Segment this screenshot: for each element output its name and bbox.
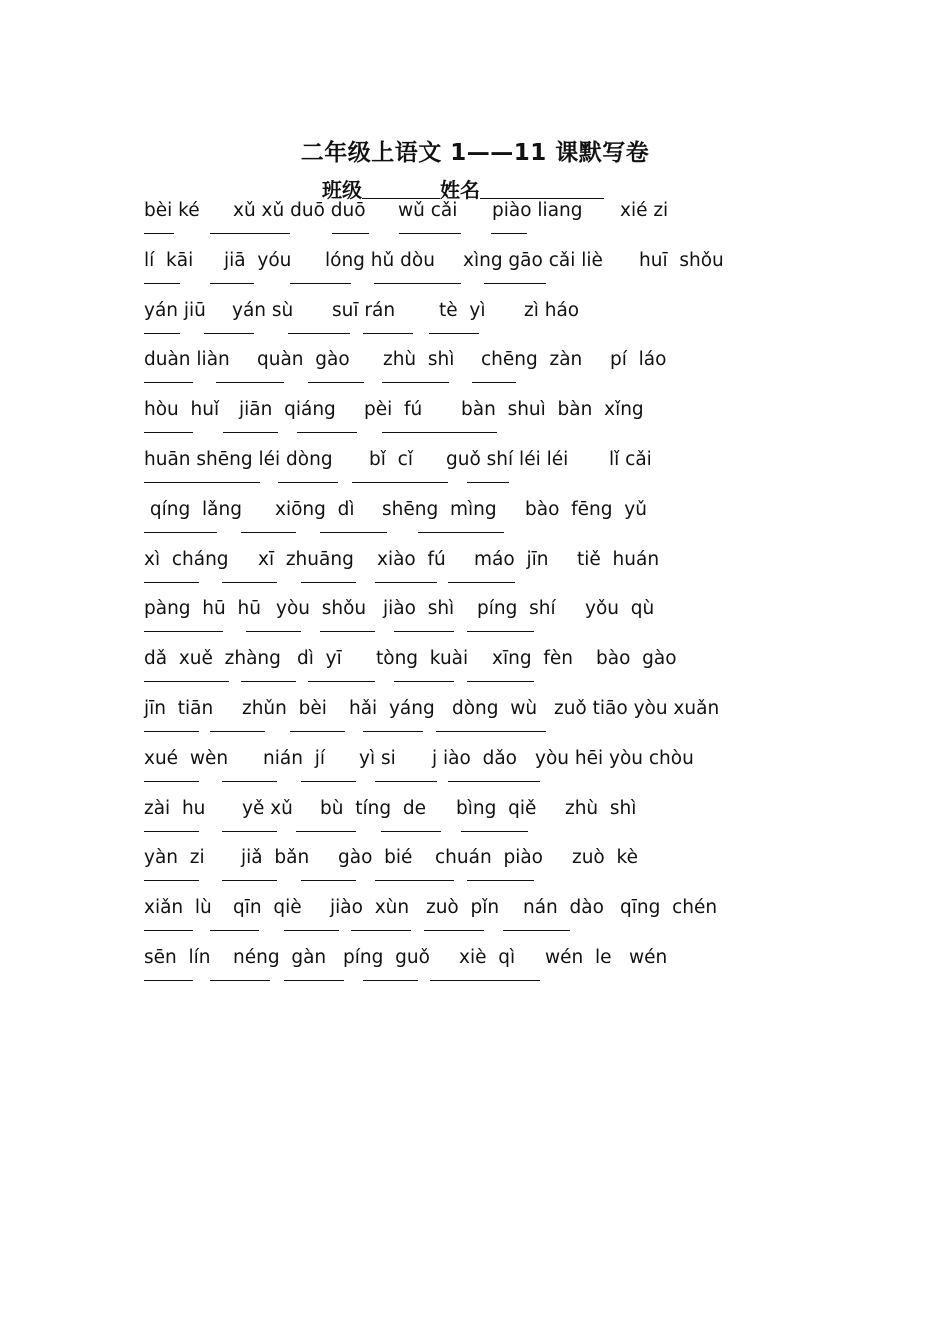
answer-blank[interactable]: [297, 432, 357, 433]
pinyin-prompt: zuò pǐn: [426, 897, 500, 919]
answer-blank[interactable]: [375, 582, 437, 583]
answer-blank[interactable]: [308, 681, 375, 682]
pinyin-prompt: lǐ cǎi: [609, 449, 652, 470]
pinyin-prompt: suī rán: [332, 299, 396, 321]
answer-blank[interactable]: [241, 532, 296, 533]
pinyin-prompt: dòng wù: [452, 698, 538, 719]
answer-blank[interactable]: [448, 582, 515, 583]
pinyin-prompt: píng guǒ: [343, 947, 430, 968]
dictation-row: [0, 449, 950, 499]
dictation-row: [0, 698, 950, 748]
pinyin-prompt: tòng kuài: [376, 648, 469, 670]
dictation-row: [0, 947, 950, 997]
pinyin-prompt: xì cháng: [144, 548, 229, 570]
pinyin-prompt: xǔ xǔ duō duō: [233, 200, 366, 221]
answer-blank[interactable]: [301, 880, 356, 881]
pinyin-prompt: bèi ké: [144, 200, 200, 221]
answer-blank[interactable]: [308, 382, 364, 383]
answer-blank[interactable]: [278, 482, 338, 483]
answer-blank[interactable]: [223, 432, 278, 433]
answer-blank[interactable]: [363, 333, 413, 334]
dictation-row: [0, 399, 950, 449]
pinyin-prompt: gào bié: [338, 847, 413, 869]
answer-blank[interactable]: [381, 831, 441, 832]
pinyin-prompt: lí kāi: [144, 249, 194, 271]
answer-blank[interactable]: [467, 631, 534, 632]
pinyin-prompt: xiōng dì: [275, 498, 355, 520]
name-blank[interactable]: [480, 178, 604, 199]
answer-blank[interactable]: [301, 781, 356, 782]
answer-blank[interactable]: [222, 781, 277, 782]
pinyin-prompt: yán sù: [232, 299, 294, 321]
answer-blank[interactable]: [144, 233, 174, 234]
answer-blank[interactable]: [144, 681, 229, 682]
answer-blank[interactable]: [216, 382, 284, 383]
answer-blank[interactable]: [301, 582, 356, 583]
pinyin-prompt: yán jiū: [144, 299, 206, 321]
pinyin-prompt: chuán piào: [435, 847, 543, 869]
pinyin-prompt: chēng zàn: [481, 349, 583, 371]
pinyin-prompt: bǐ cǐ: [369, 449, 413, 470]
answer-blank[interactable]: [491, 233, 527, 234]
pinyin-prompt: dì yī: [297, 648, 342, 670]
pinyin-prompt: yǒu qù: [585, 598, 655, 620]
page-title: 二年级上语文 1——11 课默写卷: [300, 140, 650, 166]
answer-blank[interactable]: [436, 731, 546, 732]
answer-blank[interactable]: [222, 880, 277, 881]
pinyin-prompt: duàn liàn: [144, 349, 230, 371]
name-label: 姓名: [440, 178, 480, 202]
answer-blank[interactable]: [144, 831, 199, 832]
answer-blank[interactable]: [144, 532, 217, 533]
answer-blank[interactable]: [375, 880, 454, 881]
dictation-row: [0, 897, 950, 947]
pinyin-prompt: xìng gāo cǎi liè: [463, 249, 603, 271]
class-blank[interactable]: [362, 178, 440, 199]
answer-blank[interactable]: [467, 482, 509, 483]
answer-blank[interactable]: [288, 333, 350, 334]
answer-blank[interactable]: [382, 432, 497, 433]
pinyin-prompt: xīng fèn: [492, 648, 573, 670]
answer-blank[interactable]: [204, 333, 254, 334]
pinyin-prompt: j iào dǎo: [432, 747, 517, 769]
dictation-row: [0, 250, 950, 300]
dictation-row: [0, 648, 950, 698]
answer-blank[interactable]: [467, 681, 534, 682]
answer-blank[interactable]: [210, 233, 290, 234]
pinyin-prompt: zhù shì: [565, 797, 637, 819]
dictation-row: [0, 200, 950, 250]
answer-blank[interactable]: [399, 233, 461, 234]
pinyin-prompt: zì háo: [524, 299, 580, 321]
pinyin-prompt: dǎ xuě zhàng: [144, 648, 281, 670]
pinyin-prompt: qīn qiè: [233, 897, 302, 919]
answer-blank[interactable]: [448, 781, 540, 782]
answer-blank[interactable]: [429, 333, 479, 334]
pinyin-prompt: zhǔn bèi: [242, 698, 327, 719]
answer-blank[interactable]: [394, 681, 454, 682]
answer-blank[interactable]: [363, 980, 418, 981]
pinyin-prompt: jiā yóu: [224, 249, 292, 271]
pinyin-prompt: pèi fú: [364, 399, 423, 421]
pinyin-prompt: tè yì: [439, 299, 486, 321]
answer-blank[interactable]: [467, 880, 534, 881]
answer-blank[interactable]: [246, 631, 301, 632]
answer-blank[interactable]: [320, 631, 375, 632]
dictation-row: [0, 349, 950, 399]
answer-blank[interactable]: [394, 631, 454, 632]
pinyin-prompt: huī shǒu: [639, 249, 724, 271]
pinyin-prompt: qīng chén: [620, 897, 718, 919]
answer-blank[interactable]: [352, 482, 448, 483]
pinyin-prompt: bào fēng yǔ: [525, 498, 647, 520]
pinyin-prompt: jiān qiáng: [239, 399, 336, 421]
pinyin-prompt: hòu huǐ: [144, 399, 220, 421]
pinyin-prompt: píng shí: [477, 598, 556, 620]
pinyin-prompt: nián jí: [263, 747, 325, 769]
pinyin-prompt: xiǎn lù: [144, 897, 212, 919]
pinyin-prompt: yòu shǒu: [276, 598, 367, 620]
pinyin-prompt: bìng qiě: [456, 797, 537, 819]
answer-blank[interactable]: [382, 382, 449, 383]
pinyin-prompt: xié zi: [620, 200, 669, 221]
answer-blank[interactable]: [290, 731, 345, 732]
answer-blank[interactable]: [241, 681, 296, 682]
pinyin-prompt: lóng hǔ dòu: [325, 249, 435, 271]
pinyin-prompt: zài hu: [144, 797, 206, 819]
pinyin-prompt: guǒ shí léi léi: [446, 449, 569, 470]
pinyin-prompt: wǔ cǎi: [398, 200, 458, 221]
pinyin-prompt: néng gàn: [233, 947, 327, 968]
answer-blank[interactable]: [461, 831, 528, 832]
pinyin-prompt: piào liang: [492, 200, 583, 221]
pinyin-prompt: jiǎ bǎn: [241, 847, 310, 869]
pinyin-prompt: yě xǔ: [242, 797, 293, 819]
pinyin-prompt: wén le: [545, 947, 612, 968]
answer-blank[interactable]: [210, 283, 254, 284]
answer-blank[interactable]: [210, 731, 265, 732]
answer-blank[interactable]: [332, 233, 369, 234]
pinyin-prompt: jīn tiān: [144, 698, 214, 719]
dictation-row: [0, 748, 950, 798]
answer-blank[interactable]: [363, 731, 423, 732]
pinyin-prompt: xī zhuāng: [258, 548, 354, 570]
pinyin-prompt: xué wèn: [144, 747, 229, 769]
answer-blank[interactable]: [290, 283, 351, 284]
pinyin-prompt: yàn zi: [144, 847, 205, 869]
pinyin-prompt: zuǒ tiāo yòu xuǎn: [554, 698, 720, 719]
pinyin-prompt: yòu hēi yòu chòu: [535, 747, 694, 769]
pinyin-prompt: pàng hū hū: [144, 598, 261, 620]
answer-blank[interactable]: [222, 831, 277, 832]
dictation-row: [0, 798, 950, 848]
pinyin-prompt: shēng mìng: [382, 498, 497, 520]
pinyin-prompt: zhù shì: [383, 349, 455, 371]
answer-blank[interactable]: [284, 930, 339, 931]
dictation-row: [0, 549, 950, 599]
answer-blank[interactable]: [418, 532, 504, 533]
answer-blank[interactable]: [374, 283, 461, 284]
pinyin-prompt: bào gào: [596, 648, 677, 670]
pinyin-prompt: sēn lín: [144, 947, 211, 968]
answer-blank[interactable]: [503, 930, 570, 931]
dictation-row: [0, 847, 950, 897]
answer-blank[interactable]: [210, 930, 259, 931]
answer-blank[interactable]: [144, 333, 180, 334]
pinyin-prompt: máo jīn: [474, 548, 549, 570]
answer-blank[interactable]: [210, 980, 270, 981]
dictation-row: [0, 499, 950, 549]
answer-blank[interactable]: [144, 631, 223, 632]
answer-blank[interactable]: [144, 382, 193, 383]
answer-blank[interactable]: [296, 831, 356, 832]
pinyin-prompt: qíng lǎng: [144, 498, 242, 520]
pinyin-prompt: xiào fú: [377, 548, 446, 570]
pinyin-prompt: yì si: [359, 747, 396, 769]
pinyin-prompt: tiě huán: [577, 548, 660, 570]
pinyin-prompt: wén: [629, 947, 668, 968]
answer-blank[interactable]: [144, 781, 199, 782]
answer-blank[interactable]: [430, 980, 540, 981]
pinyin-prompt: xiè qì: [459, 947, 516, 968]
answer-blank[interactable]: [144, 582, 199, 583]
answer-blank[interactable]: [284, 980, 344, 981]
answer-blank[interactable]: [375, 781, 437, 782]
class-label: 班级: [322, 178, 362, 202]
pinyin-prompt: bàn shuì bàn xǐng: [461, 399, 644, 421]
pinyin-prompt: nán dào: [523, 897, 604, 919]
answer-blank[interactable]: [144, 432, 193, 433]
answer-blank[interactable]: [472, 382, 516, 383]
answer-blank[interactable]: [144, 930, 193, 931]
answer-blank[interactable]: [144, 980, 193, 981]
answer-blank[interactable]: [144, 880, 199, 881]
dictation-row: [0, 598, 950, 648]
pinyin-prompt: zuò kè: [572, 847, 638, 869]
answer-blank[interactable]: [424, 930, 484, 931]
pinyin-prompt: quàn gào: [257, 349, 350, 371]
pinyin-prompt: pí láo: [610, 349, 667, 371]
pinyin-prompt: hǎi yáng: [349, 698, 435, 719]
answer-blank[interactable]: [222, 582, 277, 583]
answer-blank[interactable]: [144, 482, 260, 483]
answer-blank[interactable]: [351, 930, 411, 931]
answer-blank[interactable]: [320, 532, 387, 533]
answer-blank[interactable]: [484, 283, 546, 284]
answer-blank[interactable]: [144, 283, 180, 284]
class-name-line: [322, 174, 604, 203]
pinyin-prompt: bù tíng de: [320, 797, 426, 819]
dictation-row: [0, 300, 950, 350]
pinyin-prompt: jiào shì: [383, 598, 455, 620]
answer-blank[interactable]: [144, 731, 199, 732]
pinyin-prompt: jiào xùn: [330, 897, 410, 919]
pinyin-prompt: huān shēng léi dòng: [144, 449, 333, 470]
